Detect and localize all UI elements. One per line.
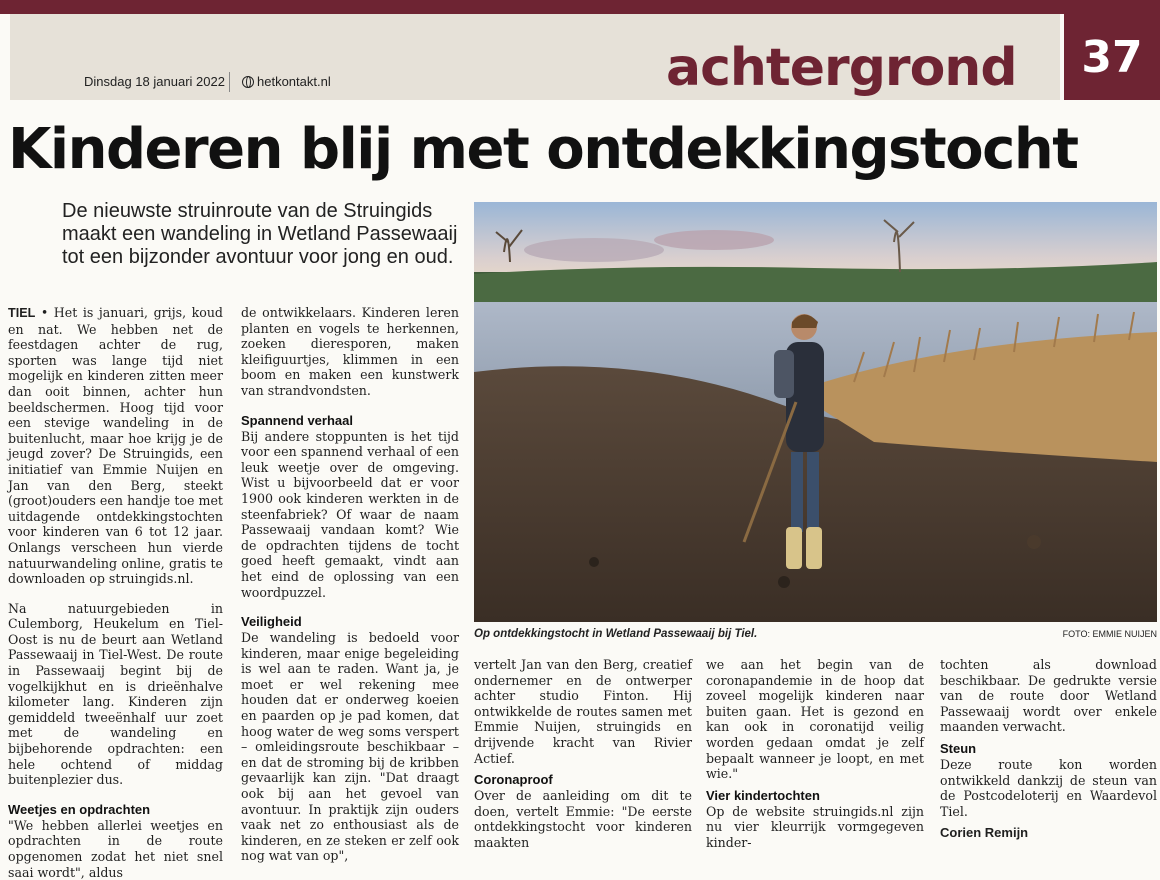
paragraph: tochten als download beschikbaar. De gedrukte versie van de route door Wetland Passewaaij wordt over enkele maanden verwacht.	[940, 657, 1157, 735]
subheading: Weetjes en opdrachten	[8, 801, 151, 817]
paragraph	[8, 305, 223, 587]
paragraph: vertelt Jan van den Berg, creatief ondernemer en de ontwerper achter studio Finton. Hij ontwikkelde de routes samen met Emmie Nuijen, struingids en drijvende kracht van Rivier Actief.	[474, 657, 692, 766]
article-column-1	[8, 305, 223, 880]
masthead-divider	[229, 72, 230, 92]
subheading: Spannend verhaal	[241, 412, 353, 428]
subheading: Steun	[940, 740, 977, 756]
photo-credit: FOTO: EMMIE NUIJEN	[1062, 629, 1157, 639]
globe-icon	[242, 76, 254, 88]
article-column-5	[940, 657, 1157, 841]
paragraph: Over de aanleiding om dit te doen, vertelt Emmie: "De eerste ontdekkingstocht voor kinderen maakten	[474, 788, 692, 850]
dateline: TIEL	[8, 306, 36, 320]
paragraph: "We hebben allerlei weetjes en opdrachten in de route opgenomen zodat het niet snel saai wordt", aldus	[8, 817, 223, 880]
photo-caption: Op ontdekkingstocht in Wetland Passewaaij bij Tiel.	[474, 628, 758, 640]
author-name: Corien Remijn	[940, 825, 1029, 841]
article-photo	[474, 202, 1157, 622]
website-label: hetkontakt.nl	[257, 74, 331, 89]
subheading: Vier kindertochten	[706, 787, 820, 803]
paragraph: Na natuurgebieden in Culemborg, Heukelum en Tiel-Oost is nu de beurt aan Wetland Passewaaij in Tiel-West. De route in Passewaaij begint bij de vogelkijkhut en is drieënhalve kilometer lang. Kinderen zijn gemiddeld tweeënhalf uur zoet met de wandeling en bijbehorende opdrachten: een hele ochtend of middag buitenplezier dus.	[8, 600, 223, 788]
subheading: Coronaproof	[474, 772, 553, 788]
article-column-3	[474, 657, 692, 851]
issue-date: Dinsdag 18 januari 2022	[84, 74, 225, 89]
article-column-4	[706, 657, 924, 851]
subheading: Veiligheid	[241, 614, 302, 630]
paragraph: de ontwikkelaars. Kinderen leren planten en vogels te herkennen, zoeken dieresporen, maken kleifiguurtjes, klimmen in een boom en maken een kunstwerk van strandvondsten.	[241, 305, 459, 398]
article-column-2	[241, 305, 459, 864]
paragraph: De wandeling is bedoeld voor kinderen, maar enige begeleiding is wel aan te raden. Want ja, je moet er wel rekening mee houden dat er onderweg koeien en paarden op je pad komen, dat hoog water de weg soms verspert – omleidingsroute beschikbaar – en dat de stroming bij de kribben gevaarlijk kan zijn. "Dat draagt ook bij aan het gevoel van avontuur. In praktijk zijn ouders vaak net zo enthousiast als de kinderen, en ze steken er zelf ook nog wat van op",	[241, 630, 459, 864]
photo-illustration	[474, 202, 1157, 622]
website-link[interactable]	[242, 74, 331, 89]
section-title: achtergrond	[666, 38, 1017, 98]
paragraph-text: • Het is januari, grijs, koud en nat. We hebben net de feestdagen achter de rug, sporten was lange tijd niet mogelijk en kinderen zitten meer dan ooit binnen, achter hun beeldschermen. Hoog tijd voor een stevige wandeling in de buitenlucht, maar hoe krijg je de jeugd zover? De Struingids, een initiatief van Emmie Nuijen en Jan van den Berg, steekt (groot)ouders een handje toe met uitdagende ontdekkingstochten voor kinderen van 6 tot 12 jaar. Onlangs verscheen hun vierde natuurwandeling online, gratis te downloaden op struingids.nl.	[8, 305, 223, 587]
paragraph: Bij andere stoppunten is het tijd voor een spannend verhaal of een leuk weetje over de omgeving. Wist u bijvoorbeeld dat er voor 1900 ook kinderen werkten in de steenfabriek? Of waar de naam Passewaaij vandaan komt? Wie de opdrachten tijdens de tocht goed heeft gemaakt, vindt aan het eind de oplossing van een woordpuzzel.	[241, 428, 459, 600]
article-headline: Kinderen blij met ontdekkingstocht	[8, 117, 1078, 182]
paragraph: Op de website struingids.nl zijn nu vier kleurrijk vormgegeven kinder-	[706, 803, 924, 850]
page-number: 37	[1064, 14, 1160, 100]
top-border	[0, 0, 1160, 14]
article-intro: De nieuwste struinroute van de Struingids maakt een wandeling in Wetland Passewaaij tot een bijzonder avontuur voor jong en oud.	[62, 200, 458, 268]
paragraph: we aan het begin van de coronapandemie in de hoop dat zoveel mogelijk kinderen naar buiten gaan. Het is gezond en kan ook in coronatijd veilig worden gedaan omdat je zelf bepaalt wanneer je loopt, en met wie."	[706, 657, 924, 782]
paragraph: Deze route kon worden ontwikkeld dankzij de steun van de Postcodeloterij en Waardevol Tiel.	[940, 756, 1157, 819]
